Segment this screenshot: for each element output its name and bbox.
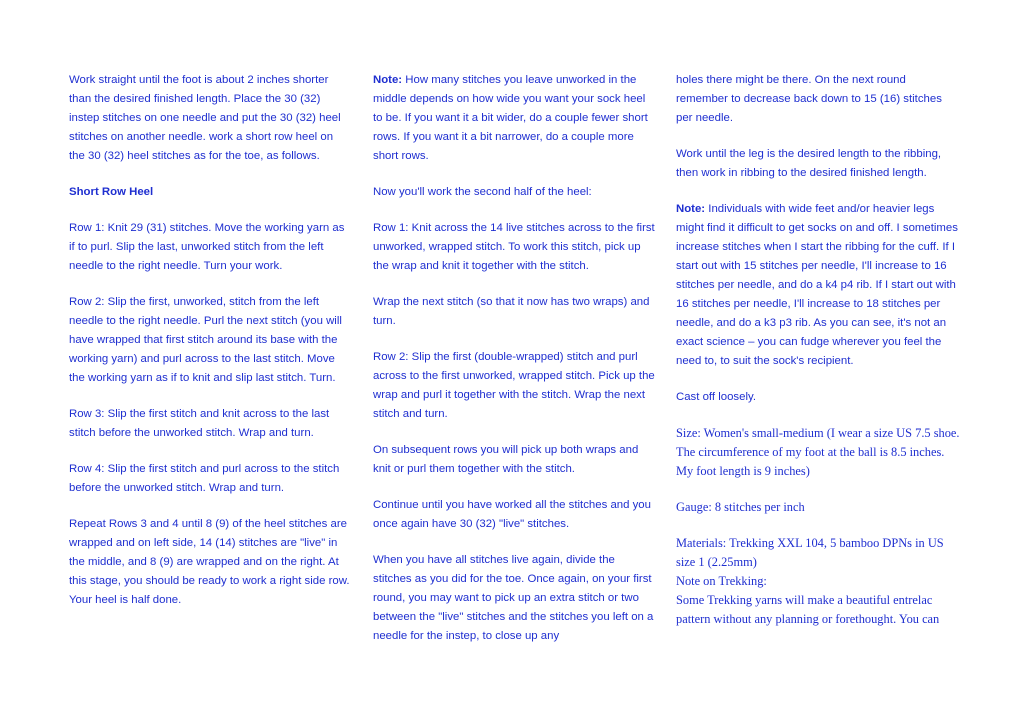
paragraph-second-row-1: Row 1: Knit across the 14 live stitches across to the first unworked, wrapped stitch. To work this stitch, pick up the wrap and knit it together with the stitch.: [373, 222, 655, 272]
paragraph-continue: Continue until you have worked all the stitches and you once again have 30 (32) "live" stitches.: [373, 499, 651, 530]
paragraph-cast-off: Cast off loosely.: [676, 391, 756, 403]
paragraph-note-wide-feet: [676, 200, 960, 371]
note-text: How many stitches you leave unworked in the middle depends on how wide you want your sock heel to be. If you want it a bit wider, do a couple fewer short rows. If you want it a bit narrower, do a couple more short rows.: [373, 74, 648, 162]
paragraph-note-unworked: [373, 71, 655, 166]
paragraph-gauge: Gauge: 8 stitches per inch: [676, 500, 805, 514]
paragraph-row-3: Row 3: Slip the first stitch and knit across to the last stitch before the unworked stitch. Wrap and turn.: [69, 408, 330, 439]
column-left: [69, 71, 351, 627]
paragraph-note-trekking: Note on Trekking:: [676, 574, 767, 588]
paragraph-holes: holes there might be there. On the next round remember to decrease back down to 15 (16) stitches per needle.: [676, 74, 942, 124]
paragraph-foot-instructions: Work straight until the foot is about 2 inches shorter than the desired finished length. Place the 30 (32) instep stitches on one needle and put the 30 (32) heel stitches on another needle. work a short row heel on the 30 (32) heel stitches as for the toe, as follows.: [69, 74, 341, 162]
column-middle: [373, 71, 655, 663]
note-label: Note:: [676, 203, 706, 215]
paragraph-wrap-next: Wrap the next stitch (so that it now has two wraps) and turn.: [373, 296, 650, 327]
note-label: Note:: [373, 74, 403, 86]
paragraph-subsequent-rows: On subsequent rows you will pick up both wraps and knit or purl them together with the stitch.: [373, 444, 639, 475]
paragraph-size: Size: Women's small-medium (I wear a size US 7.5 shoe. The circumference of my foot at the ball is 8.5 inches. My foot length is 9 inches): [676, 426, 960, 478]
heading-short-row-heel: Short Row Heel: [69, 186, 154, 198]
paragraph-row-4: Row 4: Slip the first stitch and purl across to the stitch before the unworked stitch. Wrap and turn.: [69, 463, 340, 494]
paragraph-repeat-rows: Repeat Rows 3 and 4 until 8 (9) of the heel stitches are wrapped and on left side, 14 (14) stitches are "live" in the middle, and 8 (9) are wrapped and on the right. At this stage, you should be ready to work a right side row. Your heel is half done.: [69, 518, 350, 606]
note-text: Individuals with wide feet and/or heavier legs might find it difficult to get socks on and off. I sometimes increase stitches when I start the ribbing for the cuff. If I start out with 15 stitches per needle, I'll increase to 16 stitches per needle, and do a k4 p4 rib. If I start out with 16 stitches per needle, I'll increase to 18 stitches per needle, and do a k3 p3 rib. As you can see, it's not an exact science – you can fudge wherever you feel the need to, to suit the sock's recipient.: [676, 203, 958, 367]
paragraph-trekking-text: Some Trekking yarns will make a beautiful entrelac pattern without any planning or forethought. You can: [676, 593, 940, 626]
paragraph-leg-ribbing: Work until the leg is the desired length to the ribbing, then work in ribbing to the desired finished length.: [676, 148, 942, 179]
paragraph-divide-stitches: When you have all stitches live again, divide the stitches as you did for the toe. Once again, on your first round, you may want to pick up an extra stitch or two between the "live" stitches and the stitches you left on a needle for the instep, to close up any: [373, 554, 654, 642]
column-right: [676, 71, 960, 629]
paragraph-materials: Materials: Trekking XXL 104, 5 bamboo DPNs in US size 1 (2.25mm): [676, 536, 944, 569]
paragraph-row-1: Row 1: Knit 29 (31) stitches. Move the working yarn as if to purl. Slip the last, unworked stitch from the left needle to the right needle. Turn your work.: [69, 222, 345, 272]
paragraph-second-row-2: Row 2: Slip the first (double-wrapped) stitch and purl across to the first unworked, wrapped stitch. Pick up the wrap and purl it together with the stitch. Wrap the next stitch and turn.: [373, 351, 655, 420]
paragraph-second-half: Now you'll work the second half of the heel:: [373, 186, 592, 198]
paragraph-row-2: Row 2: Slip the first, unworked, stitch from the left needle to the right needle. Purl the next stitch (you will have wrapped that first stitch around its base with the working yarn) and purl across to the last stitch. Move the working yarn as if to knit and slip last stitch. Turn.: [69, 296, 342, 384]
